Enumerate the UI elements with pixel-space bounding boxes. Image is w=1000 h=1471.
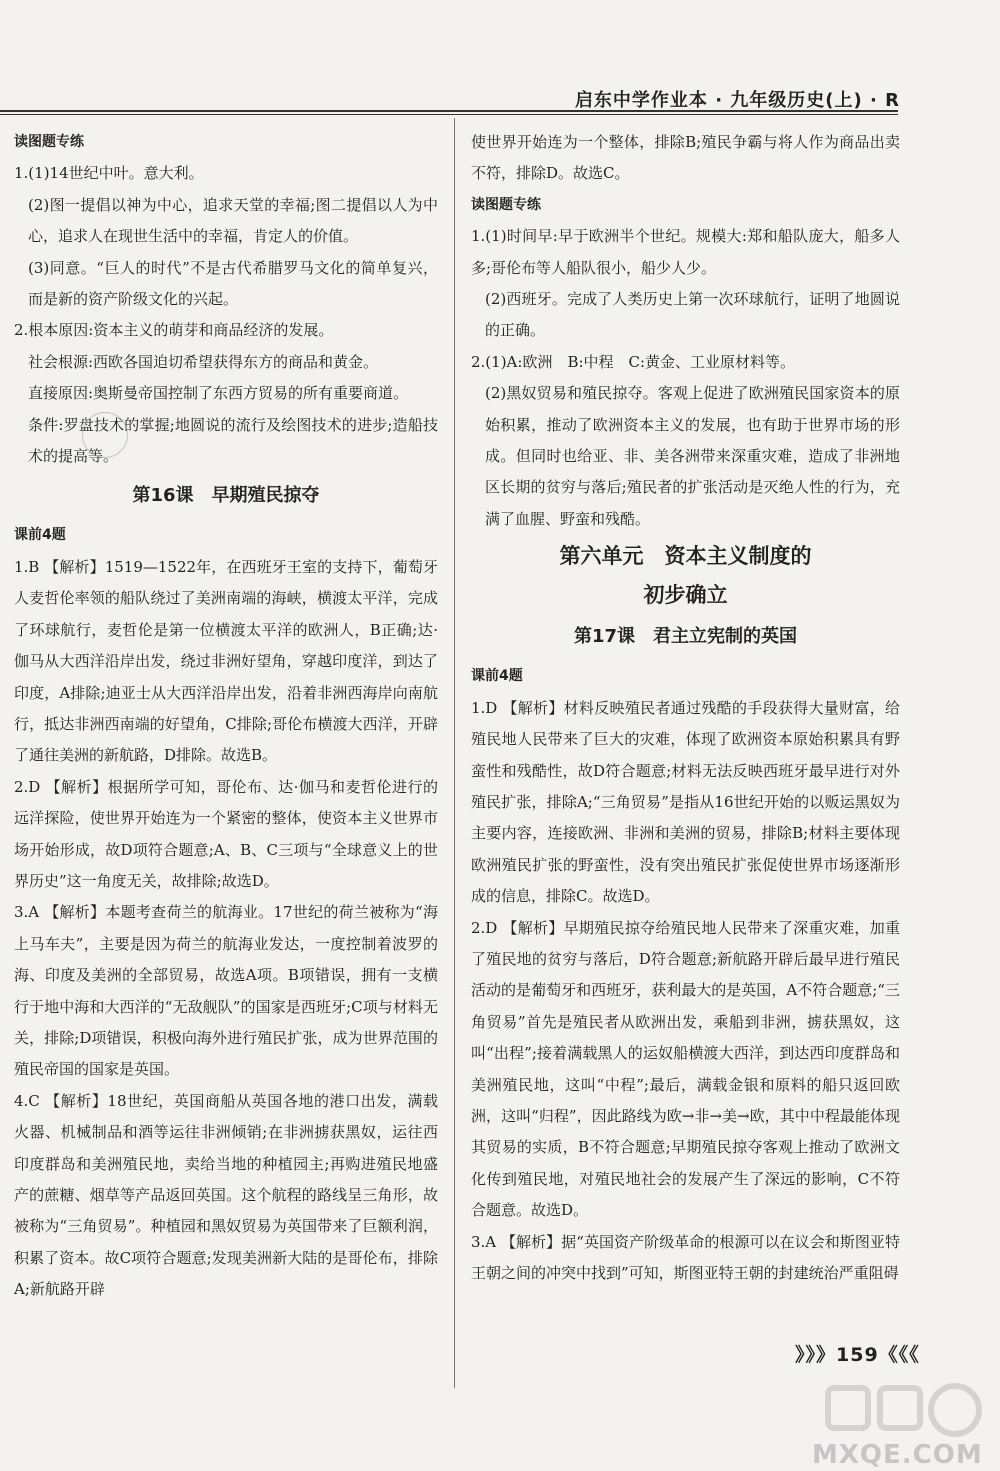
answer-r1-1: 1.(1)时间早:早于欧洲半个世纪。规模大:郑和船队庞大，船多人多;哥伦布等人船队很小，船少人少。: [471, 227, 900, 277]
page-marks-right: 《《《: [878, 1344, 920, 1366]
page-number-value: 159: [836, 1344, 879, 1366]
answer-2-3: 直接原因:奥斯曼帝国控制了东西方贸易的所有重要商道。: [28, 384, 409, 403]
answer-1-2: (2)图一提倡以神为中心，追求天堂的幸福;图二提倡以人为中心，追求人在现世生活中的幸福，肯定人的价值。: [28, 195, 438, 246]
explanation-4-continued: 使世界开始连为一个整体，排除B;殖民争霸与将人作为商品出卖不符，排除D。故选C。: [471, 133, 900, 183]
explanation-1: 1.B 【解析】1519—1522年，在西班牙王室的支持下，葡萄牙人麦哲伦率领的船队绕过了美洲南端的海峡，横渡太平洋，完成了环球航行，麦哲伦是第一位横渡太平洋的欧洲人，B正确;达·伽马从大西洋沿岸出发，绕过非洲好望角，穿越印度洋，到达了印度，A排除;迪亚士从大西洋沿岸出发，沿着非洲西海岸向南航行，抵达非洲西南端的好望角，C排除;哥伦布横渡大西洋，开辟了通往美洲的新航路，D排除。故选B。: [14, 557, 438, 765]
lesson-17-title: 第17课 君主立宪制的英国: [573, 626, 798, 648]
answer-2-1: 2.根本原因:资本主义的萌芽和商品经济的发展。: [14, 321, 334, 340]
lesson-16-title: 第16课 早期殖民掠夺: [132, 485, 320, 507]
watermark-site-text: MXQE.COM: [812, 1440, 983, 1470]
answer-r1-2: (2)西班牙。完成了人类历史上第一次环球航行，证明了地圆说的正确。: [485, 290, 900, 340]
section-heading-prelesson: 课前4题: [14, 527, 66, 544]
answer-1-1: 1.(1)14世纪中叶。意大利。: [14, 164, 204, 183]
explanation-r2: 2.D 【解析】早期殖民掠夺给殖民地人民带来了深重灾难，加重了殖民地的贫穷与落后，D符合题意;新航路开辟后最早进行殖民活动的是葡萄牙和西班牙，获利最大的是英国，A不符合题意;“三角贸易”首先是殖民者从欧洲出发，乘船到非洲，掳获黑奴，这叫“出程”;接着满载黑人的运奴船横渡大西洋，到达西印度群岛和美洲殖民地，这叫“中程”;最后，满载金银和原料的船只返回欧洲，这叫“归程”，因此路线为欧→非→美→欧，其中中程最能体现其贸易的实质，B不符合题意;早期殖民掠夺客观上推动了欧洲文化传到殖民地，对殖民地社会的发展产生了深远的影响，C不符合题意。故选D。: [471, 918, 900, 1220]
explanation-4: 4.C 【解析】18世纪，英国商船从英国各地的港口出发，满载火器、机械制品和酒等运往非洲倾销;在非洲掳获黑奴，运往西印度群岛和美洲殖民地，卖给当地的种植园主;再购进殖民地盛产的蔗糖、烟草等产品返回英国。这个航程的路线呈三角形，故被称为“三角贸易”。种植园和黑奴贸易为英国带来了巨额利润，积累了资本。故C项符合题意;发现美洲新大陆的是哥伦布，排除A;新航路开辟: [14, 1091, 438, 1299]
unit-6-title-line1: 第六单元 资本主义制度的: [559, 544, 812, 569]
unit-6-title-line2: 初步确立: [643, 583, 728, 608]
section-heading-prelesson-2: 课前4题: [471, 668, 523, 685]
page-number: [795, 1340, 920, 1367]
answer-r2-2: (2)黑奴贸易和殖民掠夺。客观上促进了欧洲殖民国家资本的原始积累，推动了欧洲资本主义的发展，也有助于世界市场的形成。但同时也给亚、非、美各洲带来深重灾难，造成了非洲地区长期的贫穷与落后;殖民者的扩张活动是灭绝人性的行为，充满了血腥、野蛮和残酷。: [485, 384, 900, 528]
section-heading-read-pictures-2: 读图题专练: [471, 196, 541, 213]
running-header: 启东中学作业本 · 九年级历史(上) · R: [574, 90, 900, 111]
answer-2-4: 条件:罗盘技术的掌握;地圆说的流行及绘图技术的进步;造船技术的提高等。: [28, 415, 438, 466]
explanation-3: 3.A 【解析】本题考查荷兰的航海业。17世纪的荷兰被称为“海上马车夫”，主要是因为荷兰的航海业发达，一度控制着波罗的海、印度及美洲的全部贸易，故选A项。B项错误，拥有一支横行于地中海和大西洋的“无敌舰队”的国家是西班牙;C项与材料无关，排除;D项错误，积极向海外进行殖民扩张，成为世界范围的殖民帝国的国家是英国。: [14, 903, 438, 1079]
right-column: [471, 127, 900, 1289]
page-marks-left: 》》》: [795, 1344, 837, 1366]
left-column: [14, 127, 438, 1306]
faint-stamp-mark: [82, 412, 128, 458]
answer-2-2: 社会根源:西欧各国迫切希望获得东方的商品和黄金。: [28, 352, 379, 371]
section-heading-read-pictures: 读图题专练: [14, 134, 84, 150]
explanation-2: 2.D 【解析】根据所学可知，哥伦布、达·伽马和麦哲伦进行的远洋探险，使世界开始连为一个紧密的整体，使资本主义世界市场开始形成，故D项符合题意;A、B、C三项与“全球意义上的世界历史”这一角度无关，故排除;故选D。: [14, 777, 438, 890]
answer-1-3: (3)同意。“巨人的时代”不是古代希腊罗马文化的简单复兴，而是新的资产阶级文化的兴起。: [28, 258, 438, 309]
column-divider: [454, 118, 455, 1388]
explanation-r3: 3.A 【解析】据“英国资产阶级革命的根源可以在议会和斯图亚特王朝之间的冲突中找到”可知，斯图亚特王朝的封建统治严重阻碍: [471, 1232, 900, 1282]
header-rule: [0, 110, 898, 115]
answer-r2-1: 2.(1)A:欧洲 B:中程 C:黄金、工业原材料等。: [471, 352, 796, 371]
explanation-r1: 1.D 【解析】材料反映殖民者通过残酷的手段获得大量财富，给殖民地人民带来了巨大的灾难，体现了欧洲资本原始积累具有野蛮性和残酷性，故D符合题意;材料无法反映西班牙最早进行对外殖民扩张，排除A;“三角贸易”是指从16世纪开始的以贩运黑奴为主要内容，连接欧洲、非洲和美洲的贸易，排除B;材料主要体现欧洲殖民扩张的野蛮性，没有突出殖民扩张促使世界市场逐渐形成的信息，排除C。故选D。: [471, 698, 900, 906]
